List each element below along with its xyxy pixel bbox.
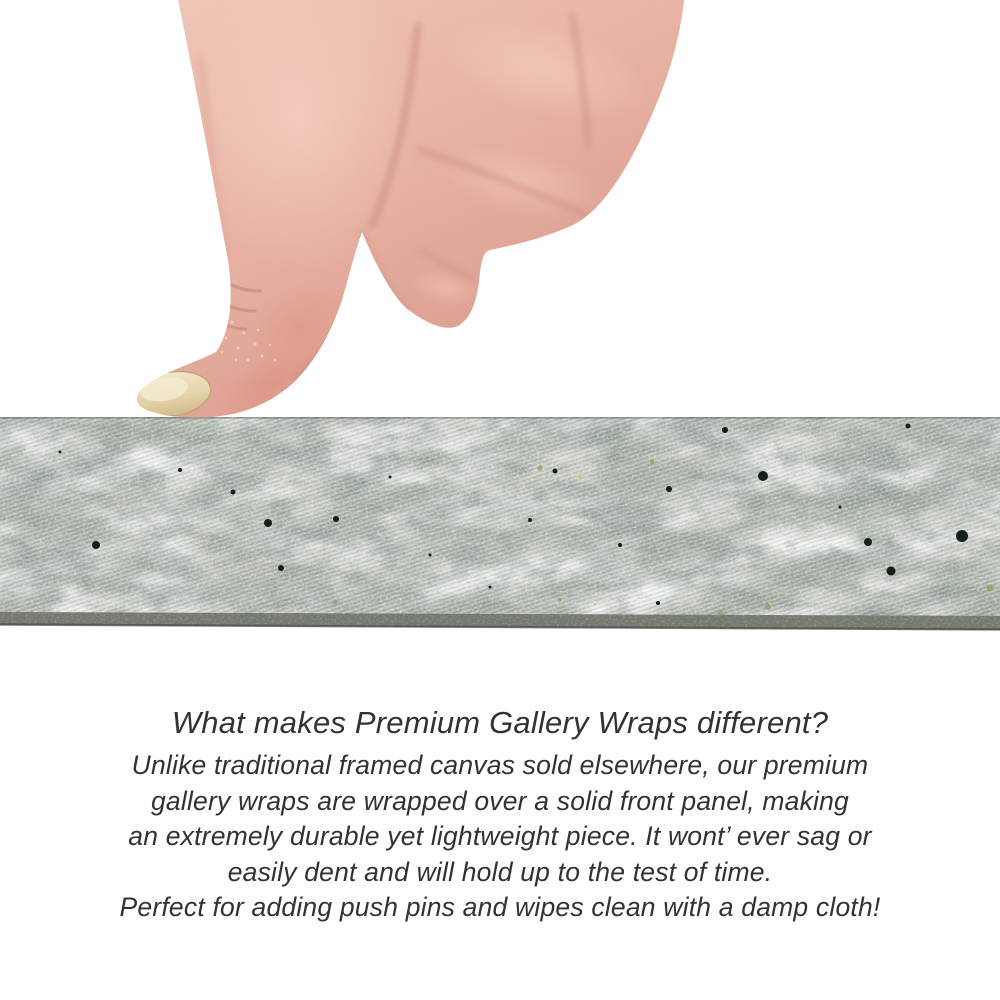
canvas-strip-photo bbox=[0, 417, 1000, 632]
headline: What makes Premium Gallery Wraps different? bbox=[171, 705, 829, 740]
body-line-5: Perfect for adding push pins and wipes clean with a damp cloth! bbox=[119, 892, 881, 922]
body-line-2: gallery wraps are wrapped over a solid front panel, making bbox=[150, 785, 849, 816]
hand-photo bbox=[0, 0, 1000, 425]
canvas-painted-texture bbox=[0, 417, 1000, 617]
body-line-3: an extremely durable yet lightweight piece. It wont’ ever sag or bbox=[128, 821, 872, 851]
body-line-4: easily dent and will hold up to the test of time. bbox=[227, 856, 773, 887]
description-text bbox=[0, 702, 1000, 926]
body-line-1: Unlike traditional framed canvas sold elsewhere, our premium bbox=[131, 750, 869, 780]
